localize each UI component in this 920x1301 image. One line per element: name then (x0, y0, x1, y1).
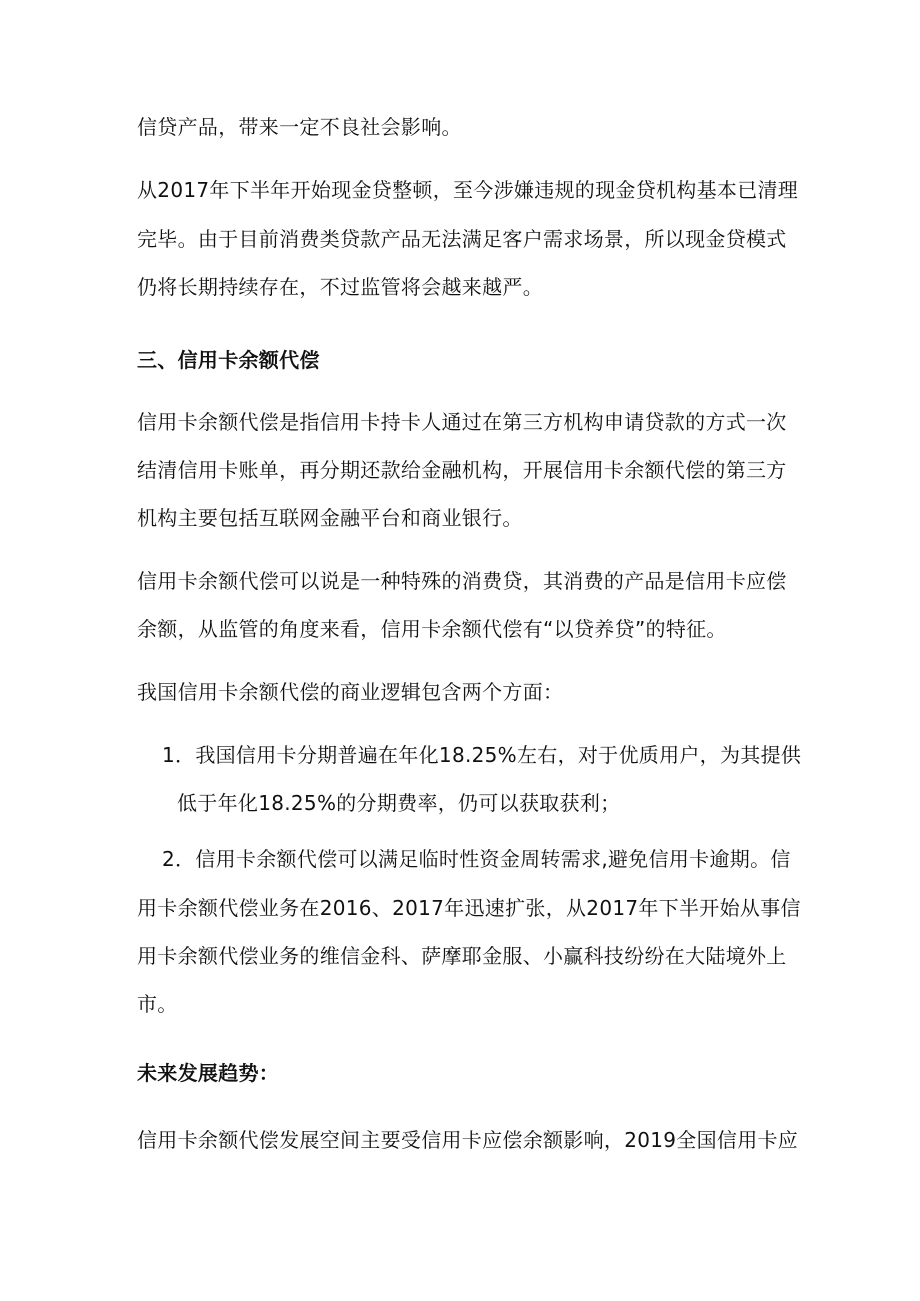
list-item-line: 1．我国信用卡分期普遍在年化18.25%左右，对于优质用户，为其提供 (162, 743, 802, 767)
paragraph-line: 用卡余额代偿业务的维信金科、萨摩耶金服、小赢科技纷纷在大陆境外上 (137, 944, 787, 968)
paragraph-line: 市。 (137, 992, 178, 1016)
paragraph-line: 信用卡余额代偿是指信用卡持卡人通过在第三方机构申请贷款的方式一次 (137, 410, 787, 434)
section-heading: 三、信用卡余额代偿 (137, 348, 320, 372)
paragraph-line: 完毕。由于目前消费类贷款产品无法满足客户需求场景，所以现金贷模式 (137, 227, 787, 251)
paragraph-line: 结清信用卡账单，再分期还款给金融机构，开展信用卡余额代偿的第三方 (137, 458, 787, 482)
paragraph-line: 从2017年下半年开始现金贷整顿，至今涉嫌违规的现金贷机构基本已清理 (137, 178, 799, 202)
paragraph-line: 机构主要包括互联网金融平台和商业银行。 (137, 506, 523, 530)
paragraph-line: 仍将长期持续存在，不过监管将会越来越严。 (137, 275, 543, 299)
paragraph-line: 信用卡余额代偿发展空间主要受信用卡应偿余额影响，2019全国信用卡应 (137, 1128, 799, 1152)
list-item-line: 2．信用卡余额代偿可以满足临时性资金周转需求,避免信用卡逾期。信 (162, 847, 791, 871)
paragraph-line: 余额，从监管的角度来看，信用卡余额代偿有“以贷养贷”的特征。 (137, 617, 727, 641)
paragraph-line: 信用卡余额代偿可以说是一种特殊的消费贷，其消费的产品是信用卡应偿 (137, 569, 787, 593)
section-heading: 未来发展趋势： (137, 1061, 280, 1085)
list-item-line: 低于年化18.25%的分期费率，仍可以获取获利； (177, 791, 621, 815)
paragraph-line: 用卡余额代偿业务在2016、2017年迅速扩张，从2017年下半开始从事信 (137, 896, 801, 920)
paragraph-line: 我国信用卡余额代偿的商业逻辑包含两个方面： (137, 680, 564, 704)
paragraph-line: 信贷产品，带来一定不良社会影响。 (137, 115, 462, 139)
